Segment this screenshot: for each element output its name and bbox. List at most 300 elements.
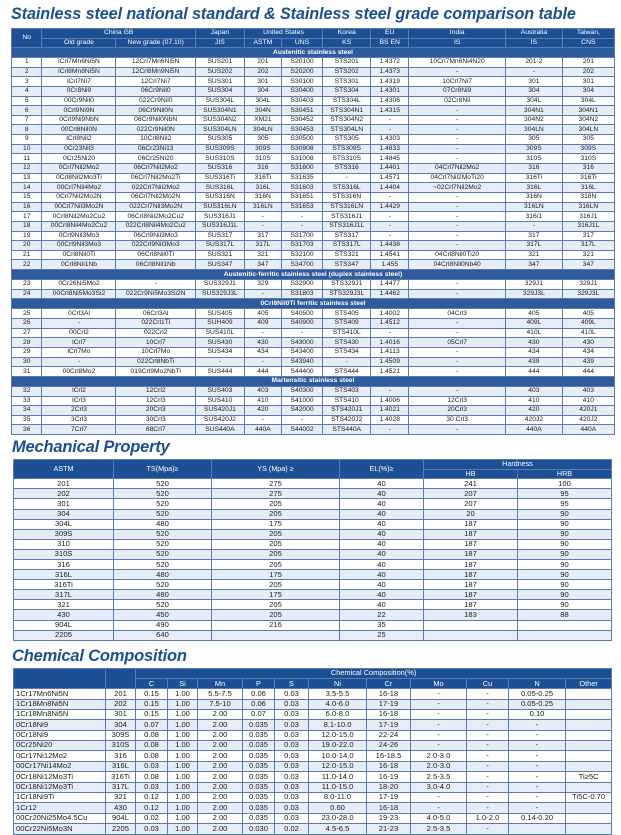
table-cell: 403 <box>244 386 281 396</box>
table-cell: 0Crl8Nil2Mo3Ti <box>42 173 116 183</box>
table-row <box>12 67 615 77</box>
table-cell: 202 <box>562 67 614 77</box>
table-cell: 0.03 <box>136 761 168 771</box>
table-cell: 439 <box>506 357 563 367</box>
table-cell: - <box>409 280 506 290</box>
table-cell: 0.05-0.25 <box>509 699 566 709</box>
table-cell: SUS420J1 <box>195 406 244 416</box>
table-cell: 2.0-3.0 <box>411 751 467 761</box>
table-cell: lCrl7Mo <box>42 347 116 357</box>
table-cell: - <box>409 192 506 202</box>
table-cell: 201 <box>14 479 114 489</box>
table-cell: STS202 <box>323 67 371 77</box>
table-row <box>12 406 615 416</box>
table-cell: SUS310S <box>195 154 244 164</box>
table-cell: 00Cr9Nil0 <box>42 96 116 106</box>
table-cell: - <box>323 173 371 183</box>
table-cell: 022Crl8NbTi <box>116 357 195 367</box>
table-cell: 2.00 <box>198 772 243 782</box>
table-cell <box>518 620 612 630</box>
table-cell: 205 <box>212 529 340 539</box>
section-row <box>12 376 615 386</box>
table-cell: - <box>509 741 566 751</box>
table-cell: 420J1 <box>562 406 614 416</box>
table-cell: 207 <box>424 489 518 499</box>
table-cell: 33 <box>12 396 42 406</box>
table-cell: - <box>371 212 409 222</box>
table-cell: 16-19 <box>367 772 411 782</box>
table-cell: 28 <box>12 338 42 348</box>
section-row <box>12 270 615 280</box>
table-cell: - <box>281 212 322 222</box>
table-cell: 316 <box>562 164 614 174</box>
table-row <box>12 260 615 270</box>
table-row <box>14 741 612 751</box>
table-cell: - <box>244 289 281 299</box>
table-cell: SUS304 <box>195 86 244 96</box>
table-cell: 7 <box>12 115 42 125</box>
table-cell: 304 <box>506 86 563 96</box>
comparison-table <box>11 28 615 435</box>
table-cell: 329 <box>244 280 281 290</box>
table-cell: S31803 <box>281 289 322 299</box>
table-cell: 0.035 <box>243 803 275 813</box>
table-cell: 187 <box>424 519 518 529</box>
table-cell: SUS317L <box>195 241 244 251</box>
table-row <box>14 793 612 803</box>
table-cell: 18 <box>12 221 42 231</box>
table-cell: 1.00 <box>168 709 198 719</box>
table-cell: 06Cr25Ni20 <box>116 154 195 164</box>
table-cell: 2.00 <box>198 709 243 719</box>
table-cell: S31603 <box>281 183 322 193</box>
table-cell: 0Crl7Nil2Mo2 <box>42 164 116 174</box>
subheader: IS <box>409 38 506 48</box>
table-row <box>12 250 615 260</box>
table-row <box>12 173 615 183</box>
table-cell: 301 <box>506 77 563 87</box>
table-cell: 00Crl2 <box>42 328 116 338</box>
table-cell: 0Cr26Ni5Mo2 <box>42 280 116 290</box>
table-cell: 440A <box>244 425 281 435</box>
table-cell: - <box>509 772 566 782</box>
table-row <box>12 115 615 125</box>
table-cell <box>566 709 612 719</box>
table-cell: 0.15 <box>136 689 168 699</box>
table-cell: 316N <box>506 192 563 202</box>
table-cell: 0Cr18Ni9 <box>14 730 106 740</box>
table-row <box>14 699 612 709</box>
table-cell: 5.5-7.5 <box>198 689 243 699</box>
table-cell: 27 <box>12 328 42 338</box>
table-cell: STS405 <box>323 309 371 319</box>
table-cell: S32100 <box>281 250 322 260</box>
table-cell: 1Cr18Mn8Ni5N <box>14 709 106 719</box>
table-row <box>12 154 615 164</box>
table-cell: 022Crl8Nil4Mo2Cu2 <box>116 221 195 231</box>
table-cell: 68Crl7 <box>116 425 195 435</box>
table-cell: SUS444 <box>195 367 244 377</box>
table-cell: 0.03 <box>275 741 309 751</box>
table-cell: 310S <box>562 154 614 164</box>
table-cell: 17-19 <box>367 793 411 803</box>
table-cell: 305 <box>506 135 563 145</box>
table-row <box>12 357 615 367</box>
table-cell: STS403 <box>323 386 371 396</box>
table-cell: 40 <box>340 499 424 509</box>
table-cell: 275 <box>212 479 340 489</box>
table-cell: 304LN <box>506 125 563 135</box>
table-cell: 409 <box>244 319 281 329</box>
table-cell: lCrl7Ni7 <box>42 77 116 87</box>
table-cell: 26 <box>12 319 42 329</box>
table-cell: 1.4006 <box>371 396 409 406</box>
table-cell: S30452 <box>281 115 322 125</box>
table-cell: 11 <box>12 154 42 164</box>
table-cell: SUS316LN <box>195 202 244 212</box>
table-cell: 304L <box>506 96 563 106</box>
table-cell: 04Crl8Nil0Ti20 <box>409 250 506 260</box>
table-cell: - <box>409 144 506 154</box>
table-cell: 29 <box>12 347 42 357</box>
table-cell: 0.035 <box>243 741 275 751</box>
table-cell: 90 <box>518 529 612 539</box>
table-cell: lCrl2 <box>42 386 116 396</box>
table-cell: 022Crl1Ti <box>116 319 195 329</box>
table-cell: - <box>244 415 281 425</box>
table-cell: - <box>409 367 506 377</box>
table-cell: 1Cr18Mn8Ni5N <box>14 699 106 709</box>
table-cell: - <box>509 803 566 813</box>
table-cell: STS440A <box>323 425 371 435</box>
table-cell: - <box>371 231 409 241</box>
table-cell: Ti≥5C <box>566 772 612 782</box>
table-row <box>14 630 612 640</box>
table-cell: 440A <box>562 425 614 435</box>
table-cell: STS309S <box>323 144 371 154</box>
table-cell: - <box>409 154 506 164</box>
table-cell: 0.03 <box>275 761 309 771</box>
table-cell: 0.08 <box>136 741 168 751</box>
table-cell: 16-18.5 <box>367 751 411 761</box>
table-cell: 304N1 <box>562 106 614 116</box>
table-cell: SUS410 <box>195 396 244 406</box>
table-cell: 6.0-8.0 <box>309 709 367 719</box>
table-cell: SUS316 <box>195 164 244 174</box>
table-cell: 40 <box>340 600 424 610</box>
table-cell: SUS316N <box>195 192 244 202</box>
table-cell: 310S <box>14 549 114 559</box>
table-cell: 0.12 <box>136 803 168 813</box>
header-element: P <box>243 678 275 688</box>
table-cell: 0.60 <box>309 803 367 813</box>
table-cell: STS347 <box>323 260 371 270</box>
table-cell: 20Crl3 <box>409 406 506 416</box>
table-cell: 0Cr17Ni12Mo2 <box>14 751 106 761</box>
table-cell: S41000 <box>281 396 322 406</box>
header-blank <box>14 668 106 688</box>
table-cell: 520 <box>114 539 212 549</box>
table-cell: SUS316J1L <box>195 221 244 231</box>
table-cell: 520 <box>114 560 212 570</box>
table-cell: SUS301 <box>195 77 244 87</box>
table-cell: - <box>195 357 244 367</box>
table-row <box>14 720 612 730</box>
table-cell: 205 <box>212 560 340 570</box>
table-row <box>14 519 612 529</box>
table-row <box>12 221 615 231</box>
table-cell: 20Crl3 <box>116 406 195 416</box>
table-cell: 310S <box>506 154 563 164</box>
table-cell: SUH409 <box>195 319 244 329</box>
table-cell: 0Crl8Nil2Mo2Cu2 <box>42 212 116 222</box>
table-cell: 20 <box>12 241 42 251</box>
table-cell: 40 <box>340 580 424 590</box>
table-cell: STS410 <box>323 396 371 406</box>
table-cell: S30403 <box>281 96 322 106</box>
table-cell: 410L <box>506 328 563 338</box>
table-cell: 1.4301 <box>371 86 409 96</box>
table-row <box>14 772 612 782</box>
table-cell: 430 <box>14 610 114 620</box>
table-cell: STS329J1 <box>323 280 371 290</box>
table-cell: 1.4571 <box>371 173 409 183</box>
table-cell: 316LN <box>506 202 563 212</box>
table-cell: - <box>411 741 467 751</box>
table-cell: 1.4002 <box>371 309 409 319</box>
table-cell: SUS316Ti <box>195 173 244 183</box>
table-cell: - <box>409 135 506 145</box>
table-cell: SUS347 <box>195 260 244 270</box>
table-cell: STS444 <box>323 367 371 377</box>
table-cell: 40 <box>340 479 424 489</box>
subheader: JIS <box>195 38 244 48</box>
table-cell: SUS316J1 <box>195 212 244 222</box>
mechanical-title: Mechanical Property <box>12 438 170 457</box>
table-cell: S40900 <box>281 319 322 329</box>
table-cell: 17 <box>12 212 42 222</box>
table-cell: 0.06 <box>243 699 275 709</box>
header-hb: HB <box>424 469 518 479</box>
table-cell: 301 <box>14 499 114 509</box>
table-cell: 201 <box>244 58 281 68</box>
table-cell: 3.5-5.5 <box>309 689 367 699</box>
table-cell: 100 <box>518 479 612 489</box>
table-cell: lCrl8Mn8Ni5N <box>42 67 116 77</box>
table-row <box>12 192 615 202</box>
table-cell: 1.4833 <box>371 144 409 154</box>
header-taiwan: Taiwan, <box>562 29 614 39</box>
table-row <box>14 479 612 489</box>
table-cell: 316Ti <box>562 173 614 183</box>
table-cell: 24 <box>12 289 42 299</box>
table-row <box>14 580 612 590</box>
table-cell: - <box>244 357 281 367</box>
table-cell: 316Ti <box>506 173 563 183</box>
table-cell: lCrl7 <box>42 338 116 348</box>
table-cell: 316Ti <box>14 580 114 590</box>
table-cell: S30451 <box>281 106 322 116</box>
table-cell: 40 <box>340 539 424 549</box>
mechanical-header-row-1 <box>14 460 612 470</box>
table-cell: 17-19 <box>367 699 411 709</box>
table-cell: STS201 <box>323 58 371 68</box>
table-cell: 2205 <box>106 824 136 834</box>
table-cell: 1.4477 <box>371 280 409 290</box>
table-row <box>12 319 615 329</box>
subheader: KS <box>323 38 371 48</box>
table-cell: 90 <box>518 539 612 549</box>
table-cell: - <box>409 202 506 212</box>
table-cell: 434 <box>562 347 614 357</box>
table-cell: 0Crl9Nil3Mo3 <box>42 231 116 241</box>
table-cell: - <box>371 328 409 338</box>
table-cell: 9 <box>12 135 42 145</box>
table-cell: 444 <box>244 367 281 377</box>
table-cell <box>566 824 612 834</box>
table-cell: 06Crl7Nil2Mo2 <box>116 164 195 174</box>
table-cell: STS304N1 <box>323 106 371 116</box>
table-cell: STS316LN <box>323 202 371 212</box>
table-cell: 1.4512 <box>371 319 409 329</box>
table-cell: 304N2 <box>562 115 614 125</box>
table-cell: 1.00 <box>168 720 198 730</box>
table-cell: 405 <box>244 309 281 319</box>
table-cell: 022Cr9Ni5Mo3Si2N <box>116 289 195 299</box>
table-cell: 430 <box>562 338 614 348</box>
table-cell: 321 <box>562 250 614 260</box>
table-cell: SUS304LN <box>195 125 244 135</box>
table-cell: 317L <box>244 241 281 251</box>
header-hrb: HRB <box>518 469 612 479</box>
table-cell: 205 <box>212 549 340 559</box>
table-cell: S30453 <box>281 125 322 135</box>
table-cell: STS304LN <box>323 125 371 135</box>
table-cell: 0.03 <box>275 793 309 803</box>
table-cell: 00Crl8Nil4Mo2Cu2 <box>42 221 116 231</box>
table-cell: 30 Crl3 <box>409 415 506 425</box>
table-cell: S34700 <box>281 260 322 270</box>
table-cell: 1.00 <box>168 782 198 792</box>
table-cell: XM21 <box>244 115 281 125</box>
table-cell: 316Ti <box>106 772 136 782</box>
table-cell: S31600 <box>281 164 322 174</box>
table-cell: 405 <box>562 309 614 319</box>
comparison-header-row-1 <box>12 29 615 39</box>
table-cell: - <box>467 803 509 813</box>
table-cell: - <box>467 782 509 792</box>
chemical-header-row-1 <box>14 668 612 678</box>
table-cell: 410L <box>562 328 614 338</box>
table-cell: 317 <box>506 231 563 241</box>
table-cell: 329J3L <box>506 289 563 299</box>
table-cell: - <box>371 425 409 435</box>
table-cell: 329J1 <box>562 280 614 290</box>
table-cell: 0.10 <box>509 709 566 719</box>
table-cell: 2.5-3.5 <box>411 772 467 782</box>
table-cell: - <box>467 689 509 699</box>
table-cell: 04Crl7Nil2Mo2 <box>409 164 506 174</box>
table-cell: 31 <box>12 367 42 377</box>
table-cell: 30 <box>12 357 42 367</box>
table-cell: 12Crl7Ni7 <box>116 77 195 87</box>
table-cell: 4.0-5.0 <box>411 813 467 823</box>
table-cell: - <box>411 803 467 813</box>
table-row <box>12 183 615 193</box>
table-cell: SUS321 <box>195 250 244 260</box>
table-cell: SUS202 <box>195 67 244 77</box>
table-cell: - <box>371 221 409 231</box>
table-cell: 1.4509 <box>371 357 409 367</box>
table-cell: 304N <box>244 106 281 116</box>
table-cell: 30Crl3 <box>116 415 195 425</box>
table-cell: 640 <box>114 630 212 640</box>
table-cell: - <box>409 221 506 231</box>
table-cell: 90 <box>518 600 612 610</box>
table-cell: 2205 <box>14 630 114 640</box>
table-cell: SUS309S <box>195 144 244 154</box>
table-cell: 301 <box>244 77 281 87</box>
table-cell: 187 <box>424 529 518 539</box>
table-cell: 410 <box>506 396 563 406</box>
table-cell: 32 <box>12 386 42 396</box>
table-cell: 317L <box>562 241 614 251</box>
table-row <box>12 144 615 154</box>
table-cell: 8.1-10.0 <box>309 720 367 730</box>
table-cell: 40 <box>340 570 424 580</box>
table-cell: 2.00 <box>198 761 243 771</box>
table-cell: 00Crl7Nil4Mo2 <box>42 183 116 193</box>
table-cell: 1.4021 <box>371 406 409 416</box>
table-cell: SUS329J1 <box>195 280 244 290</box>
table-cell: S31008 <box>281 154 322 164</box>
table-cell: 35 <box>340 620 424 630</box>
table-cell: 18-20 <box>367 782 411 792</box>
header-ys: YS (Mpa) ≥ <box>212 460 340 479</box>
table-cell: 187 <box>424 570 518 580</box>
table-cell: 403 <box>562 386 614 396</box>
table-cell: - <box>467 741 509 751</box>
table-cell: - <box>409 357 506 367</box>
table-row <box>14 620 612 630</box>
table-cell: 305 <box>562 135 614 145</box>
table-cell: S20100 <box>281 58 322 68</box>
table-cell: 1Cr17Mn6Ni5N <box>14 689 106 699</box>
table-row <box>14 499 612 509</box>
header-astm: ASTM <box>14 460 114 479</box>
table-cell <box>566 813 612 823</box>
table-row <box>14 590 612 600</box>
table-cell <box>424 630 518 640</box>
table-cell: - <box>281 415 322 425</box>
table-cell: 15 <box>12 192 42 202</box>
table-cell: 40 <box>340 549 424 559</box>
table-cell: 40 <box>340 560 424 570</box>
table-cell: S31700 <box>281 231 322 241</box>
table-cell: 3 <box>12 77 42 87</box>
table-row <box>12 347 615 357</box>
table-cell: 10Crl7Ni7 <box>409 77 506 87</box>
table-cell: SUS405 <box>195 309 244 319</box>
table-cell: 205 <box>212 580 340 590</box>
table-cell: 316J1L <box>562 221 614 231</box>
table-cell: 175 <box>212 570 340 580</box>
section-title: 0Crl8Nil0Ti ferritic stainless steel <box>12 299 615 309</box>
table-cell: 00Cr22Ni5Mo3N <box>14 824 106 834</box>
table-cell: 1.4315 <box>371 106 409 116</box>
table-cell: 34 <box>12 406 42 416</box>
table-cell: - <box>509 730 566 740</box>
